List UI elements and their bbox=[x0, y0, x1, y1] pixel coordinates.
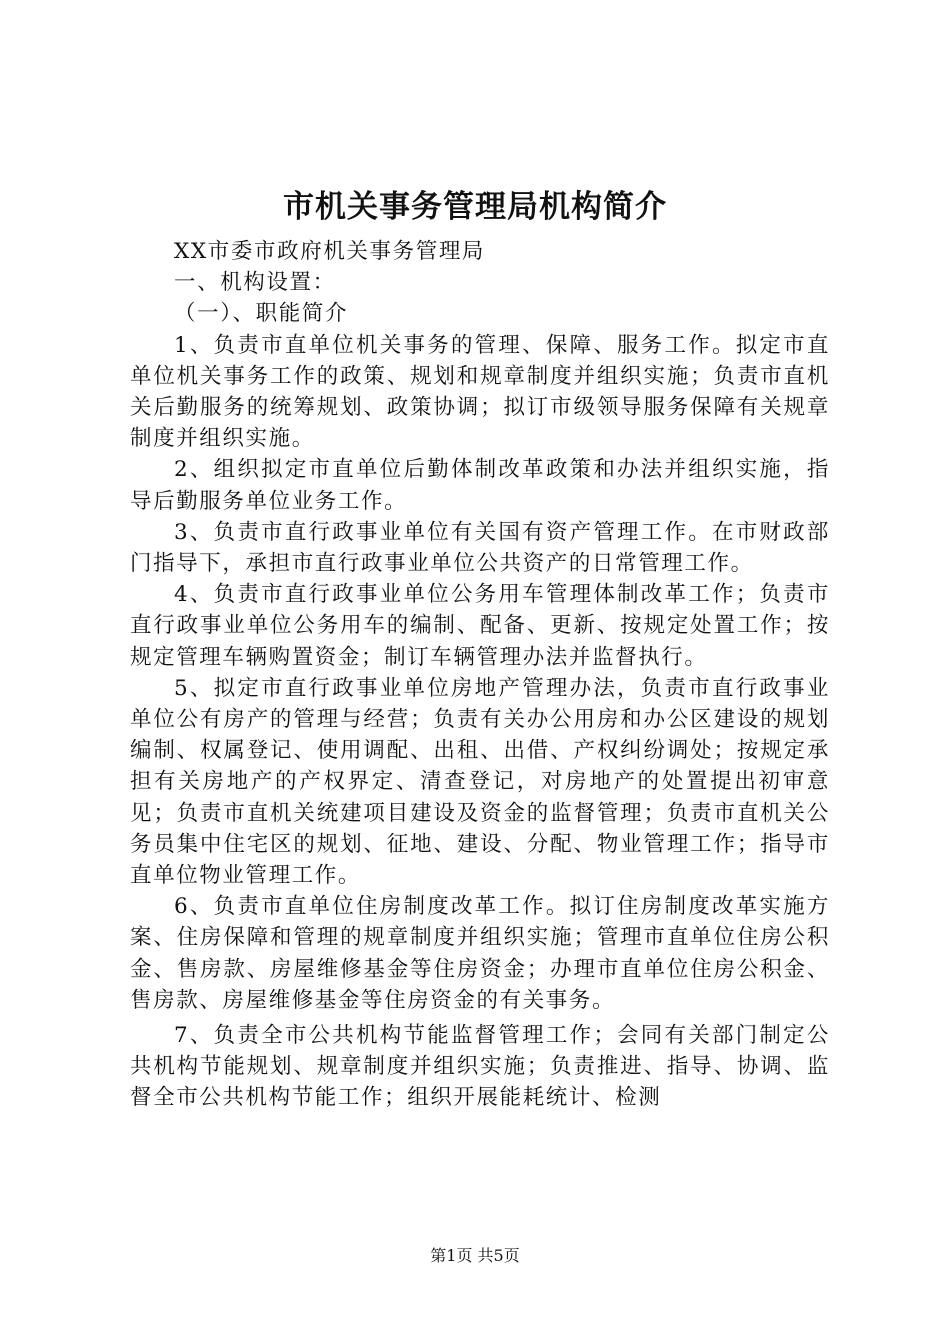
paragraph-7: 7、负责全市公共机构节能监督管理工作；会同有关部门制定公共机构节能规划、规章制度并组织实施；负责推进、指导、协调、监督全市公共机构节能工作；组织开展能耗统计、检测 bbox=[130, 1023, 830, 1111]
document-body bbox=[130, 236, 830, 1114]
paragraph-6: 6、负责市直单位住房制度改革工作。拟订住房制度改革实施方案、住房保障和管理的规章制度并组织实施；管理市直单位住房公积金、售房款、房屋维修基金等住房资金；办理市直单位住房公积金、售房款、房屋维修基金等住房资金的有关事务。 bbox=[130, 894, 830, 1013]
paragraph-3: 3、负责市直行政事业单位有关国有资产管理工作。在市财政部门指导下，承担市直行政事业单位公共资产的日常管理工作。 bbox=[130, 519, 830, 577]
page-footer: 第1页 共5页 bbox=[430, 1246, 520, 1265]
paragraph-5: 5、拟定市直行政事业单位房地产管理办法，负责市直行政事业单位公有房产的管理与经营；负责有关办公用房和办公区建设的规划编制、权属登记、使用调配、出租、出借、产权纠纷调处；按规定承担有关房地产的产权界定、清查登记，对房地产的处置提出初审意见；负责市直机关统建项目建设及资金的监督管理；负责市直机关公务员集中住宅区的规划、征地、建设、分配、物业管理工作；指导市直单位物业管理工作。 bbox=[130, 675, 830, 889]
paragraph-2: 2、组织拟定市直单位后勤体制改革政策和办法并组织实施，指导后勤服务单位业务工作。 bbox=[130, 457, 830, 514]
paragraph-1: 1、负责市直单位机关事务的管理、保障、服务工作。拟定市直单位机关事务工作的政策、规划和规章制度并组织实施；负责市直机关后勤服务的统筹规划、政策协调；拟订市级领导服务保障有关规章制度并组织实施。 bbox=[130, 332, 830, 452]
organization-name: XX市委市政府机关事务管理局 bbox=[174, 239, 486, 264]
document-title: 市机关事务管理局机构简介 bbox=[283, 189, 667, 225]
section-heading: 一、机构设置： bbox=[174, 270, 336, 296]
subsection-heading: （一）、职能简介 bbox=[174, 301, 349, 327]
paragraph-4: 4、负责市直行政事业单位公务用车管理体制改革工作；负责市直行政事业单位公务用车的编制、配备、更新、按规定处置工作；按规定管理车辆购置资金；制订车辆管理办法并监督执行。 bbox=[130, 582, 830, 670]
